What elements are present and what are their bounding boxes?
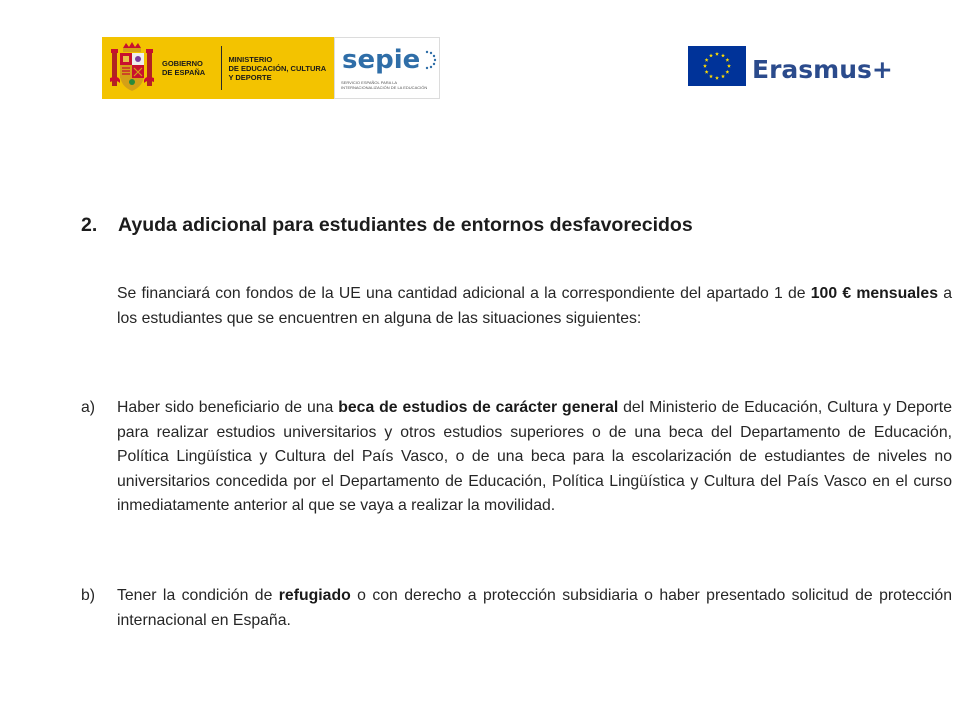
intro-text-1: Se financiará con fondos de la UE una cantidad adicional a la correspondiente del apartado 1 de (117, 285, 811, 302)
list-item-text (117, 584, 952, 633)
gobierno-text: GOBIERNO DE ESPAÑA (162, 59, 206, 77)
gobierno-ministerio-logo (102, 37, 334, 99)
sepie-stars-icon (417, 50, 437, 70)
sepie-subtitle: SERVICIO ESPAÑOL PARA LA INTERNACIONALIZACIÓN DE LA EDUCACIÓN (341, 80, 428, 90)
item-highlight: refugiado (278, 587, 351, 604)
item-text-2: del Ministerio de Educación, Cultura y Deporte para realizar estudios universitarios y otros estudios superiores o de una beca del Departamento de Educación, Política Lingüística y Cultura del País Vasco, o de una beca para la escolarización de estudiantes de niveles no universitarios concedida por el Departamento de Educación, Política Lingüística y Cultura del País Vasco en el curso inmediatamente anterior al que se vaya a realizar la movilidad. (117, 399, 952, 514)
coat-of-arms-icon (110, 42, 154, 94)
section-heading (81, 214, 693, 237)
intro-paragraph (117, 282, 952, 331)
logo-divider (221, 46, 222, 90)
intro-amount: 100 € mensuales (810, 285, 938, 302)
item-text-1: Tener la condición de (117, 587, 279, 604)
ministerio-text: MINISTERIO DE EDUCACIÓN, CULTURA Y DEPORTE (228, 54, 327, 82)
sepie-wordmark: sepie (342, 45, 421, 75)
erasmus-plus-wordmark: Erasmus+ (752, 55, 893, 84)
item-highlight: beca de estudios de carácter general (338, 399, 619, 416)
item-text-1: Haber sido beneficiario de una (117, 399, 339, 416)
intro-text-2: a los estudiantes que se encuentren en alguna de las situaciones siguientes: (117, 285, 952, 327)
eu-flag-icon (688, 46, 746, 86)
list-item (81, 396, 952, 519)
list-item-text (117, 396, 952, 519)
list-marker: a) (81, 399, 96, 416)
section-title: Ayuda adicional para estudiantes de entornos desfavorecidos (118, 214, 693, 236)
sepie-logo (334, 37, 440, 99)
item-text-2: o con derecho a protección subsidiaria o haber presentado solicitud de protección internacional en España. (117, 587, 952, 629)
section-number: 2. (81, 214, 98, 236)
list-marker: b) (81, 587, 96, 604)
list-item (81, 584, 952, 633)
